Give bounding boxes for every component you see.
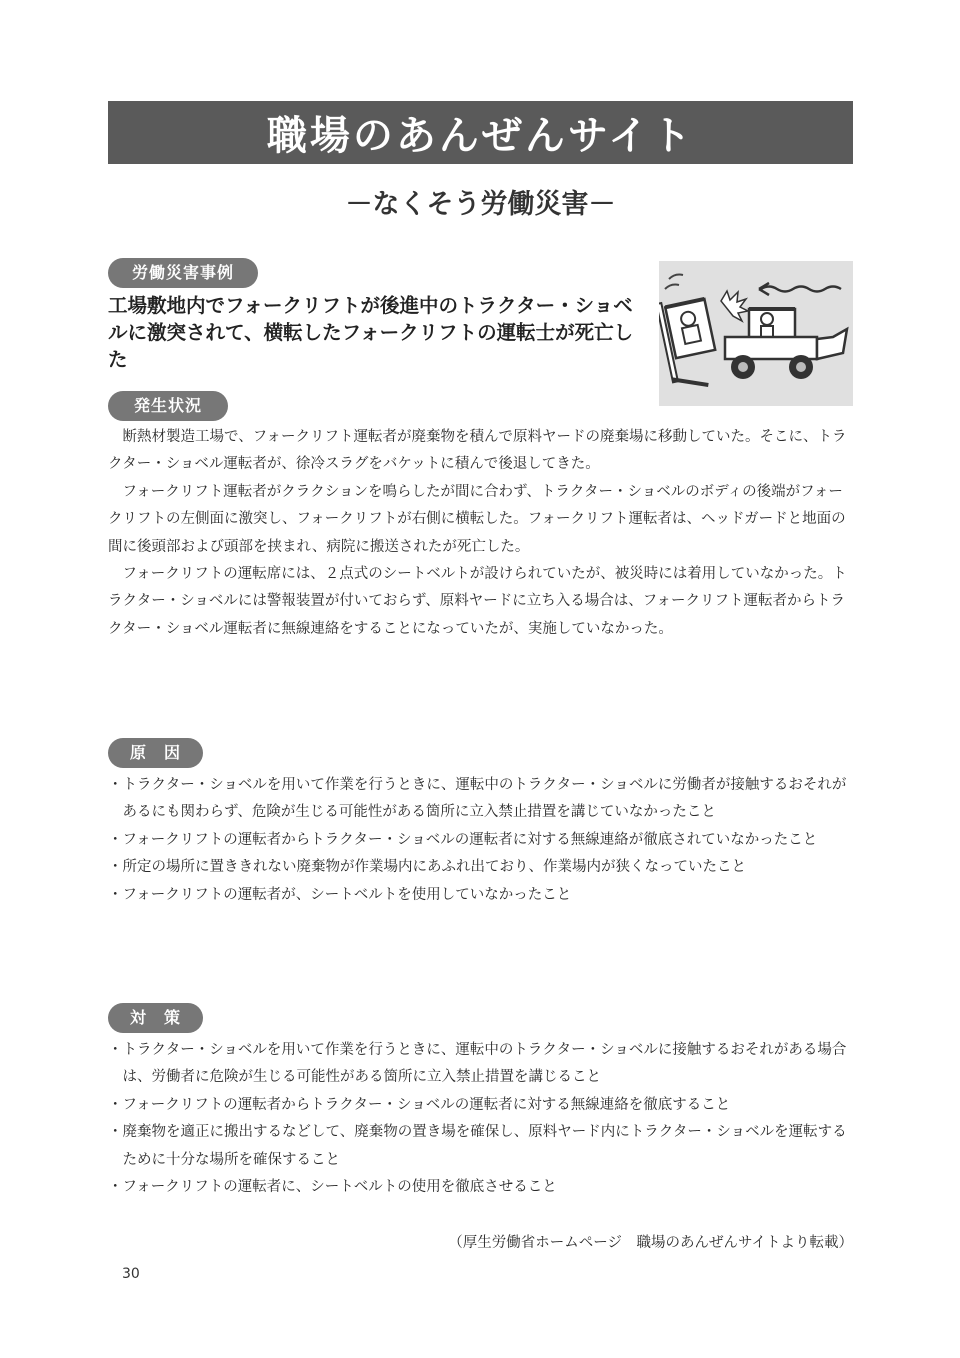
page-title: 職場のあんぜんサイト bbox=[108, 101, 853, 164]
measure-item: ・ フォークリフトの運転者からトラクター・ショベルの運転者に対する無線連絡を徹底すること bbox=[108, 1092, 853, 1119]
case-headline: 工場敷地内でフォークリフトが後進中のトラクター・ショベルに激突されて、横転したフォークリフトの運転士が死亡した bbox=[108, 294, 634, 371]
situation-text bbox=[108, 424, 853, 643]
section-label-measures: 対 策 bbox=[108, 1003, 203, 1033]
section-label-cause: 原 因 bbox=[108, 738, 203, 768]
source-citation: （厚生労働省ホームページ 職場のあんぜんサイトより転載） bbox=[448, 1235, 853, 1251]
cause-item: ・ フォークリフトの運転者からトラクター・ショベルの運転者に対する無線連絡が徹底されていなかったこと bbox=[108, 827, 853, 854]
section-label-situation: 発生状況 bbox=[108, 391, 228, 421]
cause-list bbox=[108, 772, 853, 909]
situation-paragraph: 断熱材製造工場で、フォークリフト運転者が廃棄物を積んで原料ヤードの廃棄場に移動していた。そこに、トラクター・ショベル運転者が、徐冷スラグをバケットに積んで後退してきた。 bbox=[108, 429, 847, 473]
section-label-case: 労働災害事例 bbox=[108, 258, 258, 288]
forklift-accident-illustration bbox=[659, 261, 853, 406]
situation-paragraph: フォークリフト運転者がクラクションを鳴らしたが間に合わず、トラクター・ショベルのボディの後端がフォークリフトの左側面に激突し、フォークリフトが右側に横転した。フォークリフト運転者は、ヘッドガードと地面の間に後頭部および頭部を挟まれ、病院に搬送されたが死亡した。 bbox=[108, 483, 846, 555]
page-number: 30 bbox=[122, 1266, 140, 1282]
measures-list bbox=[108, 1037, 853, 1201]
page-subtitle: －なくそう労働災害－ bbox=[345, 189, 616, 220]
cause-item: ・ 所定の場所に置ききれない廃棄物が作業場内にあふれ出ており、作業場内が狭くなっていたこと bbox=[108, 854, 853, 881]
measure-item: ・ 廃棄物を適正に搬出するなどして、廃棄物の置き場を確保し、原料ヤード内にトラクター・ショベルを運転するために十分な場所を確保すること bbox=[108, 1119, 853, 1174]
situation-paragraph: フォークリフトの運転席には、２点式のシートベルトが設けられていたが、被災時には着用していなかった。トラクター・ショベルには警報装置が付いておらず、原料ヤードに立ち入る場合は、フォークリフト運転者からトラクター・ショベル運転者に無線連絡をすることになっていたが、実施していなかった。 bbox=[108, 566, 847, 637]
measure-item: ・ トラクター・ショベルを用いて作業を行うときに、運転中のトラクター・ショベルに接触するおそれがある場合は、労働者に危険が生じる可能性がある箇所に立入禁止措置を講じること bbox=[108, 1037, 853, 1092]
cause-item: ・ トラクター・ショベルを用いて作業を行うときに、運転中のトラクター・ショベルに労働者が接触するおそれがあるにも関わらず、危険が生じる可能性がある箇所に立入禁止措置を講じていなかったこと bbox=[108, 772, 853, 827]
cause-item: ・ フォークリフトの運転者が、シートベルトを使用していなかったこと bbox=[108, 882, 853, 909]
measure-item: ・ フォークリフトの運転者に、シートベルトの使用を徹底させること bbox=[108, 1174, 853, 1201]
